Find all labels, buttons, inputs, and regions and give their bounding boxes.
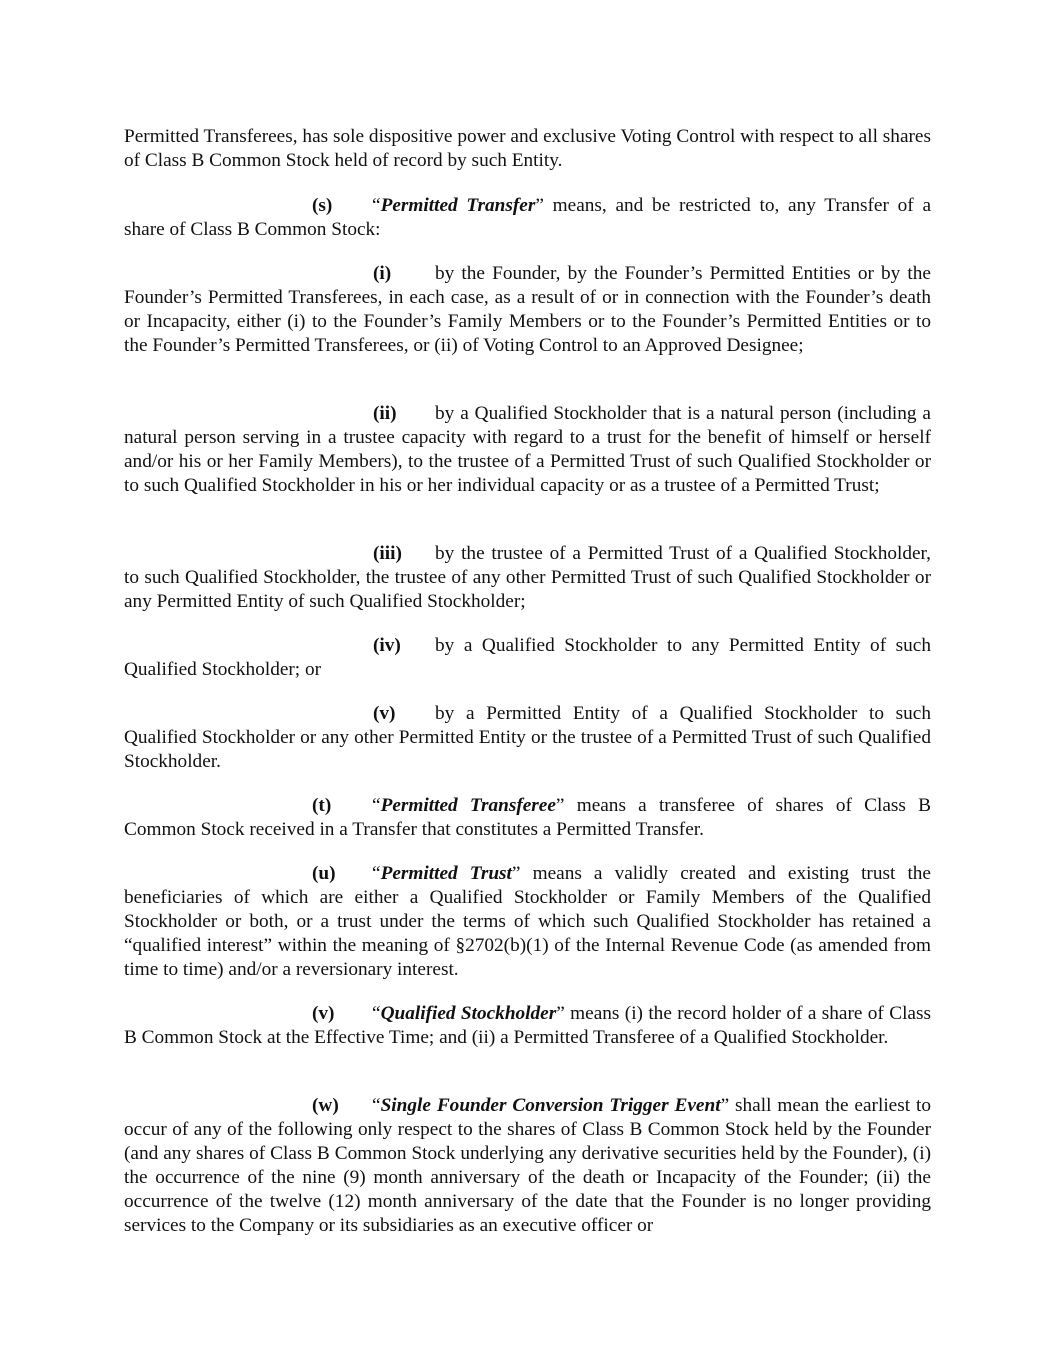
subclause-ii (124, 402, 931, 498)
definition-text: ” means a transferee of shares of Class B Common Stock received in a Transfer that constitutes a Permitted Transfer. (124, 795, 931, 840)
subclause-text: by the Founder, by the Founder’s Permitted Entities or by the Founder’s Permitted Transferees, in each case, as a result of or in connection with the Founder’s death or Incapacity, either (i) to the Founder’s Family Members or to the Founder’s Permitted Entities or to the Founder’s Permitted Transferees, or (ii) of Voting Control to an Approved Designee; (124, 263, 931, 356)
open-quote: “ (372, 195, 381, 216)
defined-term: Permitted Transfer (380, 195, 536, 216)
open-quote: “ (372, 795, 381, 816)
subclause-v (124, 702, 931, 774)
subclause-text: by a Qualified Stockholder that is a natural person (including a natural person serving in a trustee capacity with regard to a trust for the benefit of himself or herself and/or his or her Family Members), to the trustee of a Permitted Trust of such Qualified Stockholder or to such Qualified Stockholder in his or her individual capacity or as a trustee of a Permitted Trust; (124, 403, 931, 496)
defined-term: Permitted Trust (380, 863, 512, 884)
definition-w (124, 1094, 931, 1238)
definition-text: ” means a validly created and existing trust the beneficiaries of which are either a Qualified Stockholder or Family Members of the Qualified Stockholder or both, or a trust under the terms of which such Qualified Stockholder has retained a “qualified interest” within the meaning of §2702(b)(1) of the Internal Revenue Code (as amended from time to time) and/or a reversionary interest. (124, 863, 931, 980)
definition-t (124, 794, 931, 842)
subclause-iv (124, 634, 931, 682)
clause-number: (t) (312, 795, 332, 816)
paragraph-continuation (124, 125, 931, 173)
definition-text: ” means, and be restricted to, any Transfer of a share of Class B Common Stock: (124, 195, 932, 240)
subclause-iii (124, 542, 931, 614)
subclause-i (124, 262, 931, 358)
subclause-number: (iv) (373, 635, 401, 656)
clause-number: (u) (312, 863, 336, 884)
open-quote: “ (372, 1003, 381, 1024)
defined-term: Qualified Stockholder (380, 1003, 557, 1024)
definition-text: ” means (i) the record holder of a share of Class B Common Stock at the Effective Time; and (ii) a Permitted Transferee of a Qualified Stockholder. (124, 1003, 931, 1048)
subclause-number: (ii) (373, 403, 397, 424)
paragraph-text: Permitted Transferees, has sole dispositive power and exclusive Voting Control with respect to all shares of Class B Common Stock held of record by such Entity. (124, 126, 931, 171)
defined-term: Permitted Transferee (380, 795, 556, 816)
defined-term: Single Founder Conversion Trigger Event (380, 1095, 721, 1116)
subclause-number: (v) (373, 703, 396, 724)
clause-number: (s) (312, 195, 333, 216)
subclause-number: (i) (373, 263, 392, 284)
open-quote: “ (372, 863, 381, 884)
subclause-text: by a Permitted Entity of a Qualified Stockholder to such Qualified Stockholder or any other Permitted Entity or the trustee of a Permitted Trust of such Qualified Stockholder. (124, 703, 931, 772)
definition-v (124, 1002, 931, 1050)
subclause-text: by the trustee of a Permitted Trust of a Qualified Stockholder, to such Qualified Stockholder, the trustee of any other Permitted Trust of such Qualified Stockholder or any Permitted Entity of such Qualified Stockholder; (124, 543, 931, 612)
definition-s (124, 194, 931, 242)
definition-u (124, 862, 931, 982)
clause-number: (v) (312, 1003, 335, 1024)
clause-number: (w) (312, 1095, 339, 1116)
subclause-number: (iii) (373, 543, 402, 564)
definition-text: ” shall mean the earliest to occur of any of the following only respect to the shares of Class B Common Stock held by the Founder (and any shares of Class B Common Stock underlying any derivative securities held by the Founder), (i) the occurrence of the nine (9) month anniversary of the death or Incapacity of the Founder; (ii) the occurrence of the twelve (12) month anniversary of the date that the Founder is no longer providing services to the Company or its subsidiaries as an executive officer or (124, 1095, 931, 1236)
open-quote: “ (372, 1095, 381, 1116)
subclause-text: by a Qualified Stockholder to any Permitted Entity of such Qualified Stockholder; or (124, 635, 931, 680)
